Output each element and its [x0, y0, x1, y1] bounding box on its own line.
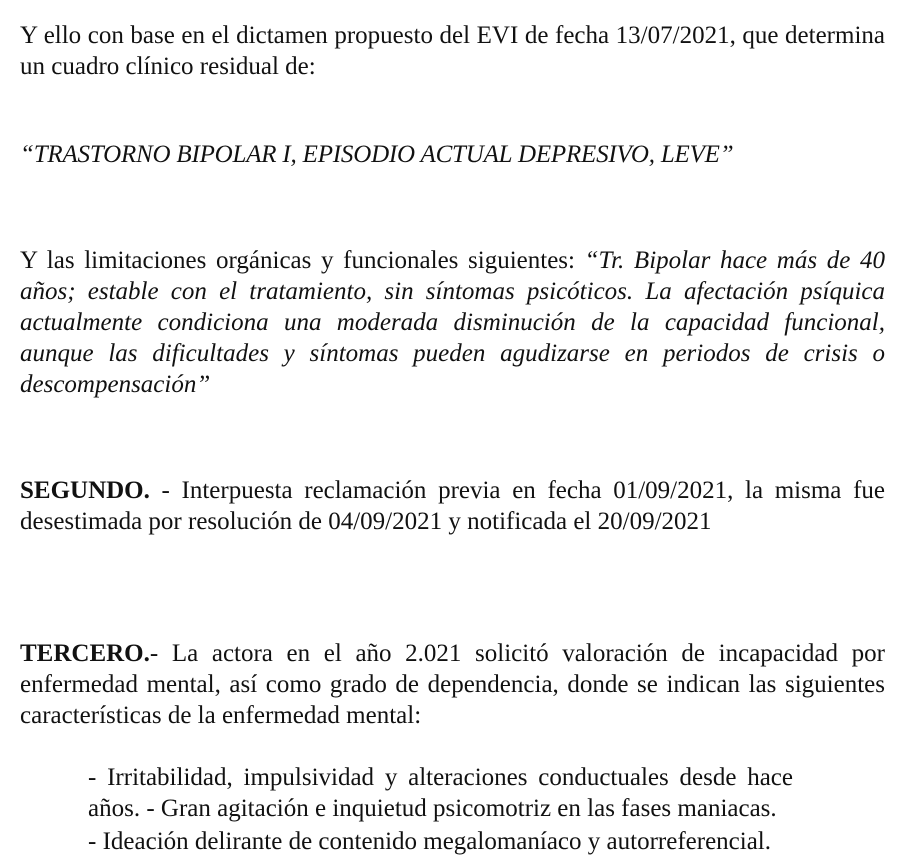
diagnosis-quote-text: “TRASTORNO BIPOLAR I, EPISODIO ACTUAL DEPRESIVO, LEVE”	[20, 141, 734, 168]
spacer	[20, 537, 885, 638]
spacer	[20, 731, 885, 762]
document-page	[20, 20, 885, 857]
paragraph-limitaciones-lead: Y las limitaciones orgánicas y funcionales siguientes:	[20, 247, 585, 274]
paragraph-limitaciones	[20, 245, 885, 400]
paragraph-evi-dictamen-text: Y ello con base en el dictamen propuesto del EVI de fecha 13/07/2021, que determina un cuadro clínico residual de:	[20, 22, 885, 80]
paragraph-evi-dictamen	[20, 20, 885, 82]
list-item: - Ideación delirante de contenido megalomaníaco y autorreferencial.	[88, 828, 771, 855]
paragraph-tercero	[20, 638, 885, 731]
diagnosis-quote	[20, 139, 885, 170]
tercero-text: - La actora en el año 2.021 solicitó valoración de incapacidad por enfermedad mental, así como grado de dependencia, donde se indican las siguientes características de la enfermedad mental:	[20, 640, 885, 729]
spacer	[20, 82, 885, 139]
paragraph-limitaciones-quote: “Tr. Bipolar hace más de 40 años; estable con el tratamiento, sin síntomas psicóticos. La afectación psíquica actualmente condiciona una moderada disminución de la capacidad funcional, aunque las dificultades y síntomas pueden agudizarse en periodos de crisis o descompensación”	[20, 247, 885, 398]
segundo-heading: SEGUNDO.	[20, 477, 150, 504]
segundo-text: - Interpuesta reclamación previa en fecha 01/09/2021, la misma fue desestimada por resolución de 04/09/2021 y notificada el 20/09/2021	[20, 477, 885, 535]
spacer	[20, 400, 885, 475]
spacer	[20, 170, 885, 245]
tercero-heading: TERCERO.	[20, 640, 150, 667]
symptom-list	[88, 762, 793, 857]
paragraph-segundo	[20, 475, 885, 537]
list-item: - Irritabilidad, impulsividad y alteraciones conductuales desde hace años. - Gran agitación e inquietud psicomotriz en las fases maniacas.	[88, 764, 793, 822]
